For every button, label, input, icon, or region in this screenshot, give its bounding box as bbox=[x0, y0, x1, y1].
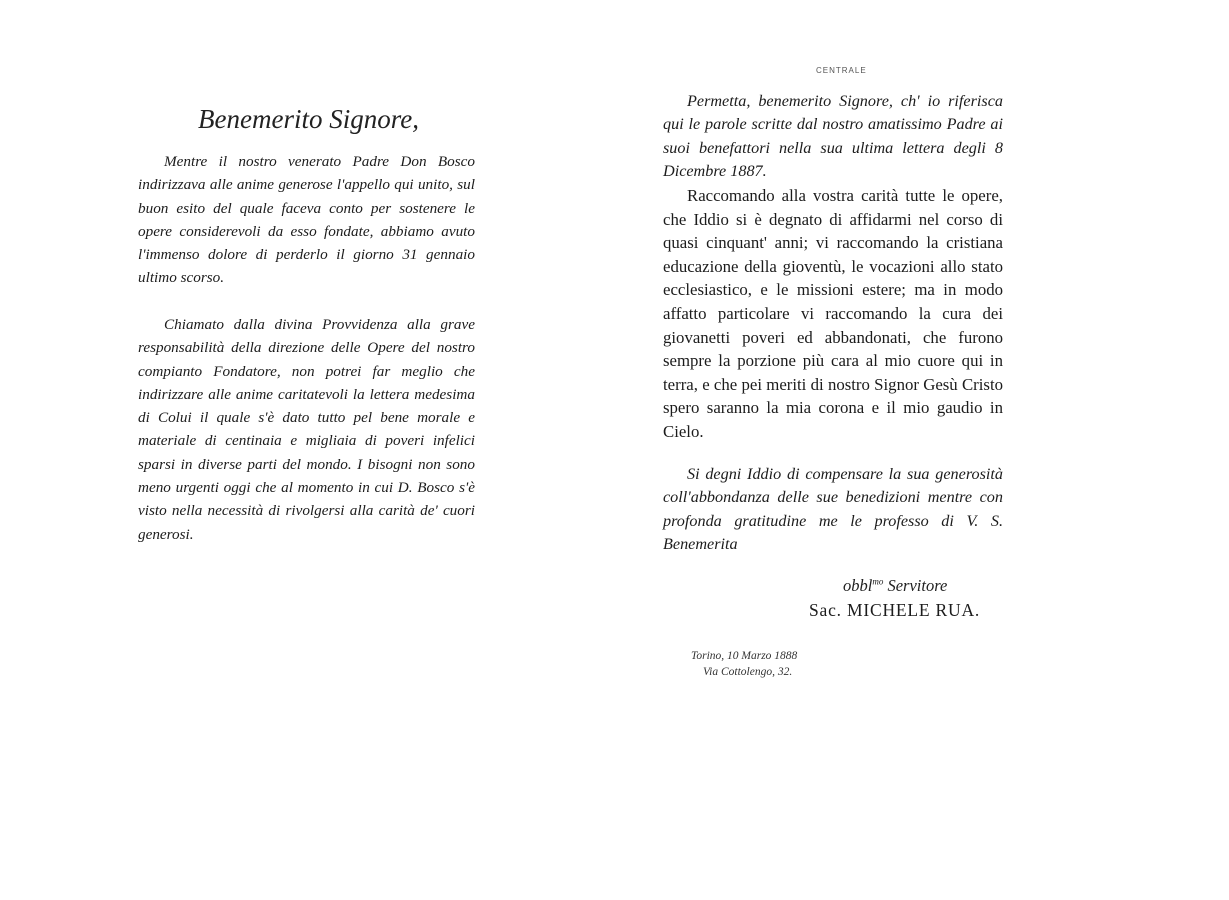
paragraph-text: Si degni Iddio di compensare la sua generosità coll'abbondanza delle sue benedizioni mentre con profonda gratitudine me le professo di V. S. Benemerita bbox=[663, 465, 1003, 553]
quoted-letter bbox=[663, 184, 1003, 444]
blessing-paragraph bbox=[663, 463, 1003, 556]
intro-paragraph bbox=[663, 90, 1003, 183]
closing-servitore bbox=[843, 576, 947, 596]
library-stamp: CENTRALE bbox=[816, 66, 867, 75]
paragraph-text: Raccomando alla vostra carità tutte le opere, che Iddio si è degnato di affidarmi nel corso di quasi cinquant' anni; vi raccomando la cristiana educazione della gioventù, le vocazioni allo stato ecclesiastico, e le missioni estere; ma in modo affatto particolare vi raccomando la cura dei giovanetti poveri ed abbandonati, che furono sempre la porzione più cara al mio cuore qui in terra, e che pei meriti di nostro Signor Gesù Cristo spero saranno la mia corona e il mio gaudio in Cielo. bbox=[663, 186, 1003, 441]
salutation-heading: Benemerito Signore, bbox=[198, 104, 419, 134]
paragraph-text: Mentre il nostro venerato Padre Don Bosco indirizzava alle anime generose l'appello qui unito, sul buon esito del quale faceva conto per sostenere le opere considerevoli da esso fondate, abbiamo avuto l'immenso dolore di perderlo il giorno 31 gennaio ultimo scorso. bbox=[138, 153, 475, 287]
signature: Sac. MICHELE RUA. bbox=[809, 600, 981, 620]
closing-rest: Servitore bbox=[883, 576, 948, 595]
address: Via Cottolengo, 32. bbox=[703, 666, 793, 678]
closing-word: obbl bbox=[843, 576, 873, 595]
paragraph-text: Permetta, benemerito Signore, ch' io riferisca qui le parole scritte dal nostro amatissimo Padre ai suoi benefattori nella sua ultima lettera degli 8 Dicembre 1887. bbox=[663, 92, 1003, 180]
left-paragraph-2 bbox=[138, 313, 475, 546]
left-paragraph-1 bbox=[138, 150, 475, 290]
place-date: Torino, 10 Marzo 1888 bbox=[691, 650, 798, 662]
closing-superscript: mo bbox=[872, 576, 884, 587]
paragraph-text: Chiamato dalla divina Provvidenza alla grave responsabilità della direzione delle Opere del nostro compianto Fondatore, non potrei far meglio che indirizzare alle anime caritatevoli la lettera medesima di Colui il quale s'è dato tutto pel bene morale e materiale di centinaia e migliaia di poveri infelici sparsi in diverse parti del mondo. I bisogni non sono meno urgenti oggi che al momento in cui D. Bosco s'è visto nella necessità di rivolgersi alla carità de' cuori generosi. bbox=[138, 316, 475, 543]
